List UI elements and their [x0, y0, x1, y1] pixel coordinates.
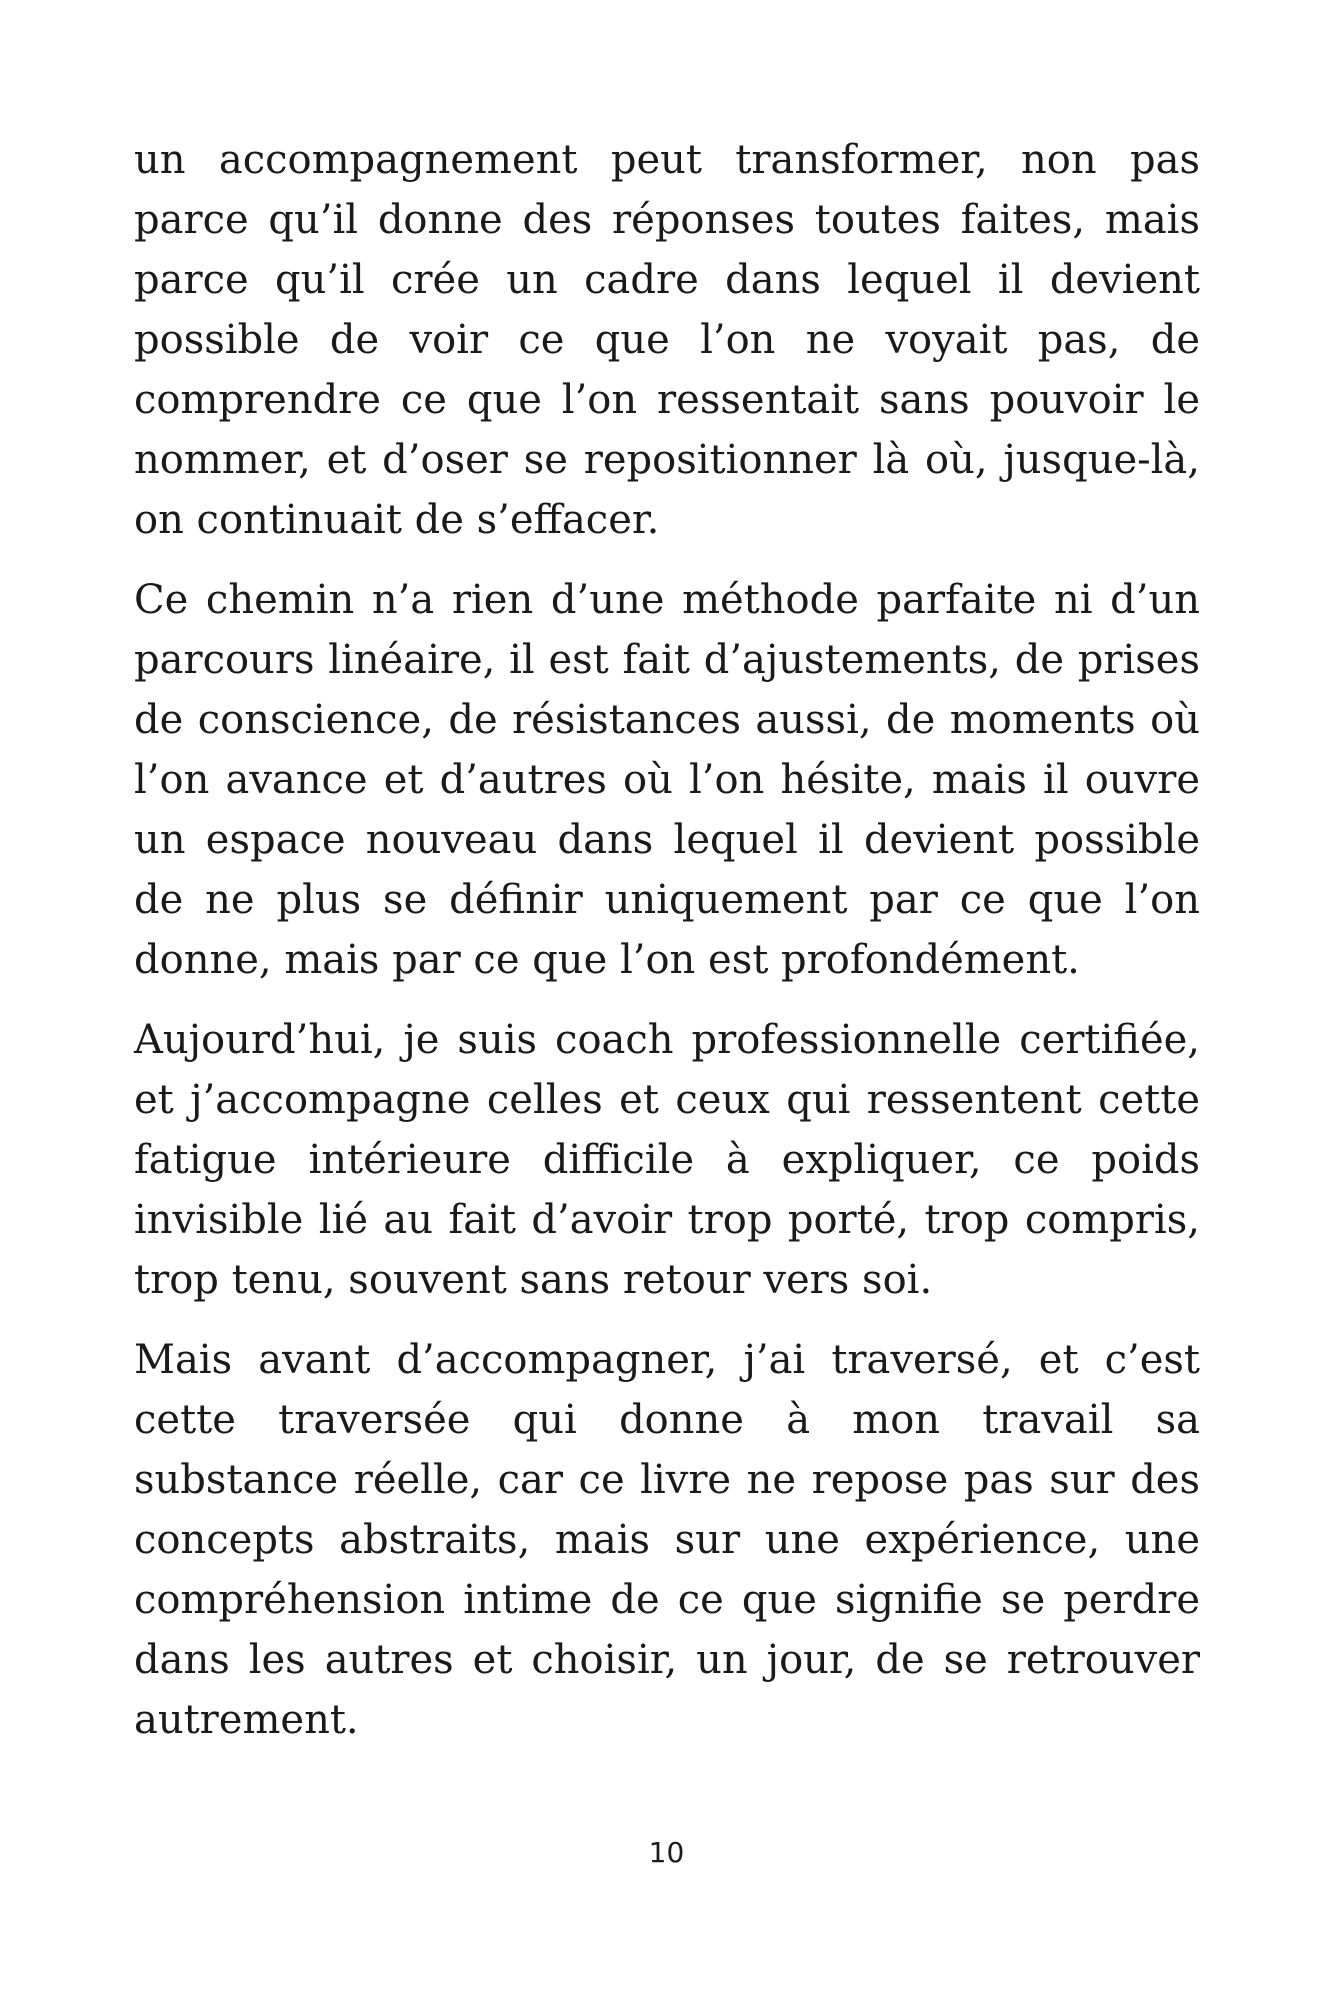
page-number: 10: [648, 1836, 685, 1869]
paragraph-3: Aujourd’hui, je suis coach professionnelle certifiée, et j’accompagne celles et ceux qui ressentent cette fatigue intérieure difficile à expliquer, ce poids invisible lié au fait d’avoir trop porté, trop compris, trop tenu, souvent sans retour vers soi.: [134, 1017, 1200, 1303]
page-body: [134, 130, 1200, 1750]
paragraph-1: un accompagnement peut transformer, non pas parce qu’il donne des réponses toutes faites, mais parce qu’il crée un cadre dans lequel il devient possible de voir ce que l’on ne voyait pas, de comprendre ce que l’on ressentait sans pouvoir le nommer, et d’oser se repositionner là où, jusque-là, on continuait de s’effacer.: [134, 137, 1200, 543]
paragraph-2: Ce chemin n’a rien d’une méthode parfaite ni d’un parcours linéaire, il est fait d’ajustements, de prises de conscience, de résistances aussi, de moments où l’on avance et d’autres où l’on hésite, mais il ouvre un espace nouveau dans lequel il devient possible de ne plus se définir uniquement par ce que l’on donne, mais par ce que l’on est profondément.: [134, 577, 1200, 983]
paragraph-4: Mais avant d’accompagner, j’ai traversé, et c’est cette traversée qui donne à mon travail sa substance réelle, car ce livre ne repose pas sur des concepts abstraits, mais sur une expérience, une compréhension intime de ce que signifie se perdre dans les autres et choisir, un jour, de se retrouver autrement.: [134, 1337, 1200, 1743]
